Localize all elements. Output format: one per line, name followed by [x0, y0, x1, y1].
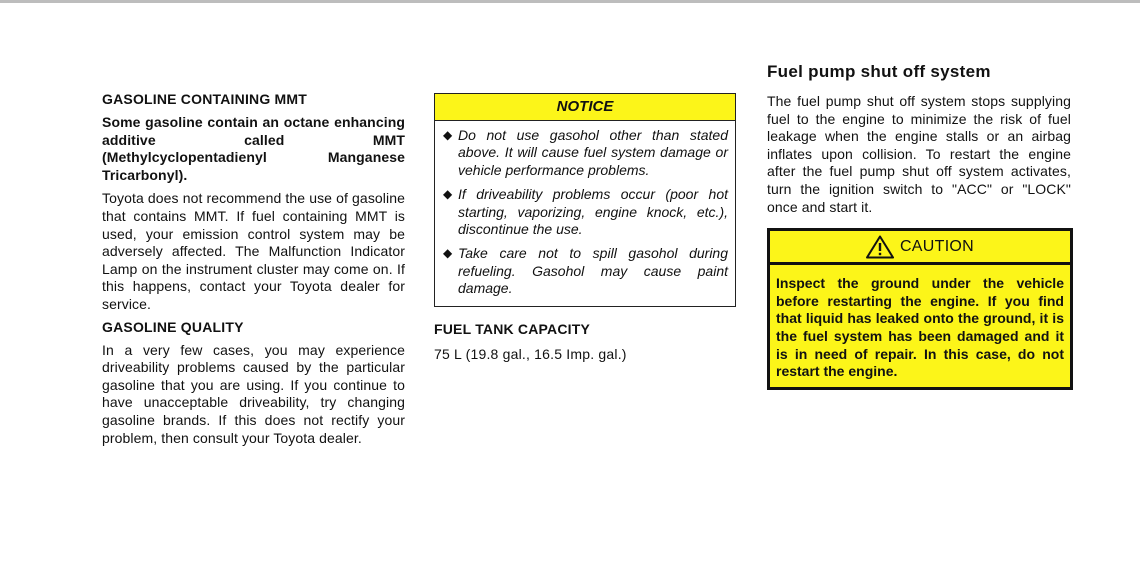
caution-header: [770, 231, 1070, 265]
fuel-pump-title: Fuel pump shut off system: [767, 62, 991, 81]
notice-box: [434, 93, 736, 307]
diamond-bullet-icon: ◆: [443, 246, 453, 261]
fuel-tank-value: 75 L (19.8 gal., 16.5 Imp. gal.): [434, 345, 627, 362]
quality-heading: GASOLINE QUALITY: [102, 318, 244, 335]
top-border: [0, 0, 1140, 3]
notice-item-text: Take care not to spill gasohol during refueling. Gasohol may cause paint damage.: [458, 245, 728, 297]
fuel-pump-paragraph: The fuel pump shut off system stops supplying fuel to the engine to minimize the risk of fuel leakage when the engine stalls or an airbag inflates upon collision. To restart the engine after the fuel pump shut off system activates, turn the ignition switch to "ACC" or "LOCK" once and start it.: [767, 93, 1071, 215]
caution-text: Inspect the ground under the vehicle before restarting the engine. If you find that liquid has leaked onto the ground, it is the fuel system has been damaged and it is in need of repair. In this case, do not restart the engine.: [776, 275, 1064, 380]
middle-column: [434, 93, 738, 362]
notice-title: NOTICE: [435, 94, 735, 121]
quality-paragraph: In a very few cases, you may experience driveability problems caused by the particular gasoline that you are using. If you continue to have unacceptable driveability, try changing gasoline brands. If this does not rectify your problem, then consult your Toyota dealer.: [102, 341, 405, 446]
notice-item-text: If driveability problems occur (poor hot starting, vaporizing, engine knock, etc.), discontinue the use.: [458, 186, 728, 238]
mmt-heading: GASOLINE CONTAINING MMT: [102, 91, 307, 107]
caution-box: [767, 228, 1073, 390]
left-column: [102, 91, 405, 447]
diamond-bullet-icon: ◆: [443, 128, 453, 142]
notice-item: [443, 127, 728, 179]
caution-title: CAUTION: [899, 237, 975, 255]
diamond-bullet-icon: ◆: [443, 187, 453, 202]
notice-body: [435, 121, 735, 306]
warning-triangle-icon: [866, 235, 894, 259]
mmt-paragraph: Toyota does not recommend the use of gasoline that contains MMT. If fuel containing MMT is used, your emission control system may be adversely affected. The Malfunction Indicator Lamp on the instrument cluster may come on. If this happens, contact your Toyota dealer for service.: [102, 190, 405, 312]
right-column: [767, 61, 1071, 390]
mmt-intro-paragraph: Some gasoline contain an octane enhancing additive called MMT (Methylcyclopentadienyl Manganese Tricarbonyl).: [102, 114, 405, 183]
notice-item: [443, 186, 728, 238]
fuel-tank-heading: FUEL TANK CAPACITY: [434, 320, 591, 337]
notice-item-text: Do not use gasohol other than stated above. It will cause fuel system damage or vehicle performance problems.: [458, 127, 728, 178]
notice-item: [443, 245, 728, 297]
